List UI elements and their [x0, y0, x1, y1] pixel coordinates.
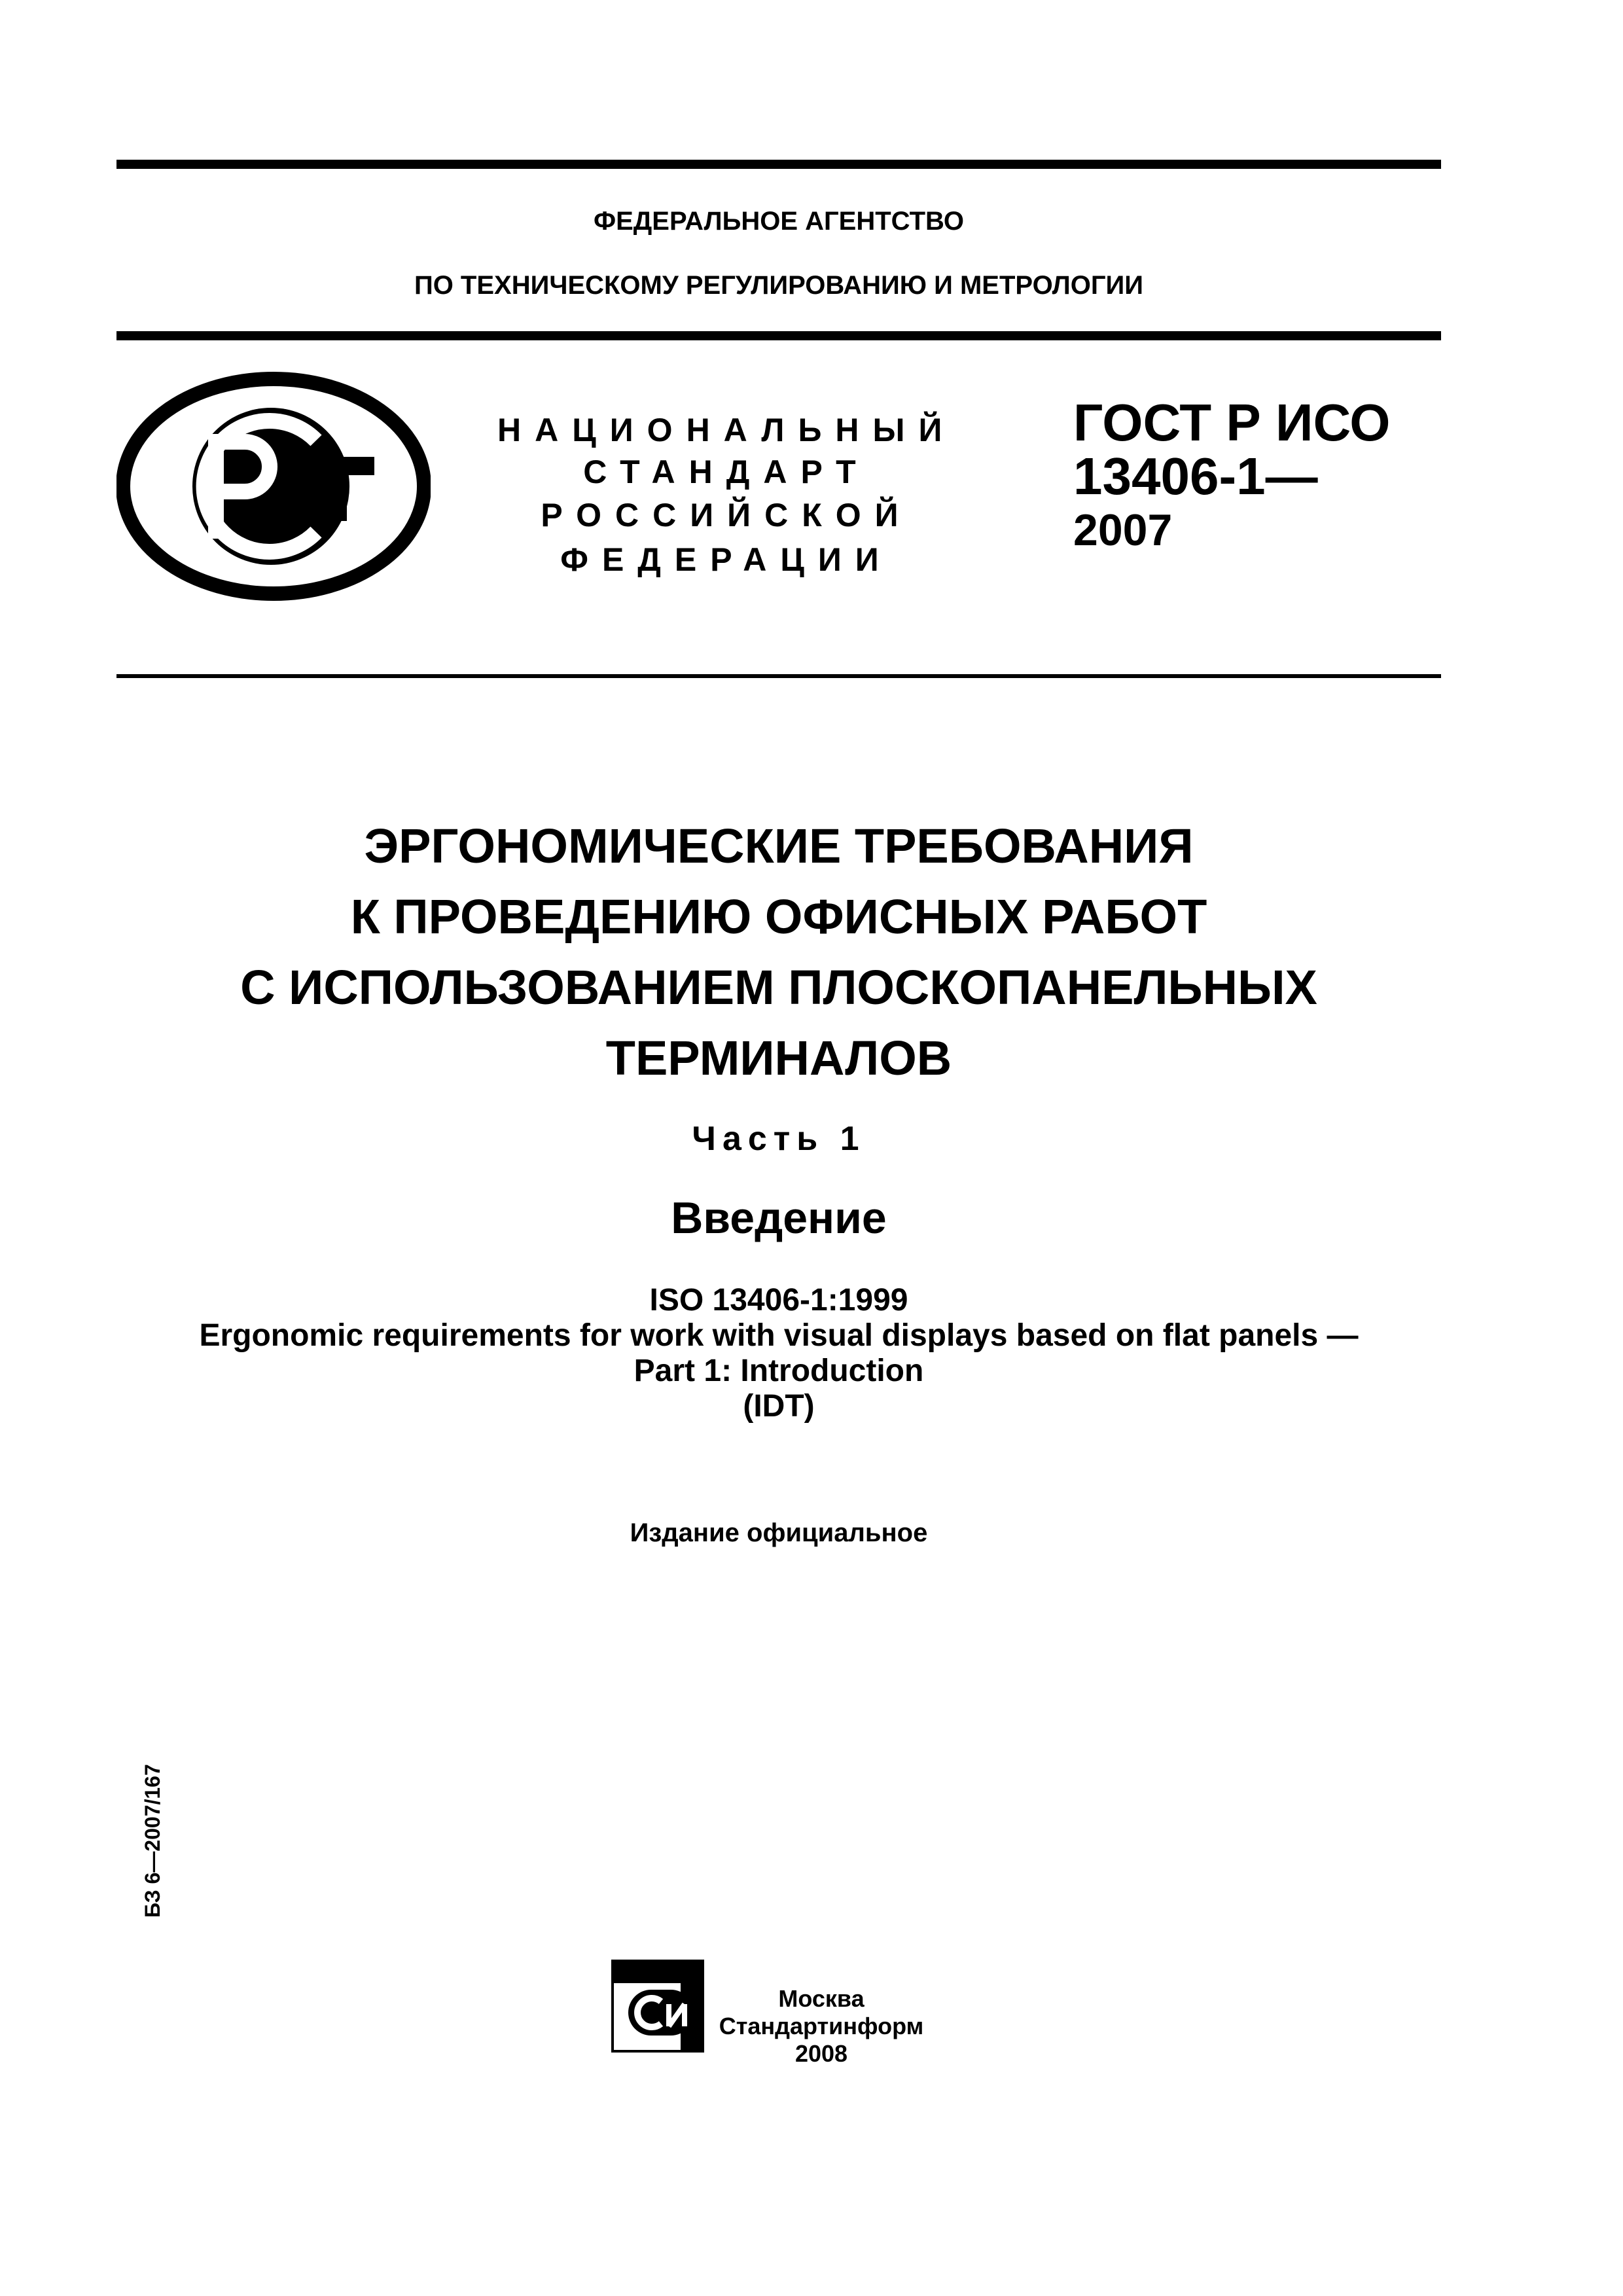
- document-subtitle: Введение: [671, 1193, 887, 1243]
- standartinform-logo-icon: [609, 1957, 707, 2055]
- rst-conformity-mark-icon: [116, 372, 431, 601]
- standard-block-rule: [116, 674, 1441, 678]
- document-title-line-1: ЭРГОНОМИЧЕСКИЕ ТРЕБОВАНИЯ: [364, 819, 1194, 873]
- national-standard-line-1: НАЦИОНАЛЬНЫЙ: [497, 412, 956, 448]
- side-registration-code: БЗ 6—2007/167: [141, 1764, 164, 1918]
- gost-designation-line-1: ГОСТ Р ИСО: [1073, 393, 1391, 452]
- publisher-year: 2008: [794, 2040, 848, 2067]
- agency-line-2: ПО ТЕХНИЧЕСКОМУ РЕГУЛИРОВАНИЮ И МЕТРОЛОГИИ: [414, 271, 1144, 300]
- national-standard-line-3: РОССИЙСКОЙ: [541, 497, 912, 533]
- top-rule: [116, 160, 1441, 169]
- publisher-name: Стандартинформ: [719, 2013, 924, 2039]
- part-label: Часть 1: [692, 1120, 866, 1158]
- iso-reference-line-1: ISO 13406-1:1999: [649, 1283, 908, 1318]
- document-title-line-2: К ПРОВЕДЕНИЮ ОФИСНЫХ РАБОТ: [350, 889, 1207, 944]
- national-standard-line-4: ФЕДЕРАЦИИ: [560, 541, 893, 578]
- national-standard-line-2: СТАНДАРТ: [583, 454, 870, 490]
- header-bottom-rule: [116, 331, 1441, 340]
- iso-reference-line-4: (IDT): [743, 1389, 815, 1424]
- iso-reference-line-2: Ergonomic requirements for work with visual displays based on flat panels —: [199, 1318, 1359, 1353]
- document-title-line-4: ТЕРМИНАЛОВ: [605, 1031, 952, 1085]
- gost-designation-line-3: 2007: [1073, 505, 1173, 555]
- edition-label: Издание официальное: [630, 1518, 928, 1547]
- publisher-city: Москва: [778, 1985, 865, 2012]
- document-title-line-3: С ИСПОЛЬЗОВАНИЕМ ПЛОСКОПАНЕЛЬНЫХ: [240, 960, 1317, 1014]
- iso-reference-line-3: Part 1: Introduction: [633, 1354, 924, 1388]
- gost-designation-line-2: 13406-1—: [1073, 447, 1318, 505]
- agency-line-1: ФЕДЕРАЛЬНОЕ АГЕНТСТВО: [593, 207, 965, 236]
